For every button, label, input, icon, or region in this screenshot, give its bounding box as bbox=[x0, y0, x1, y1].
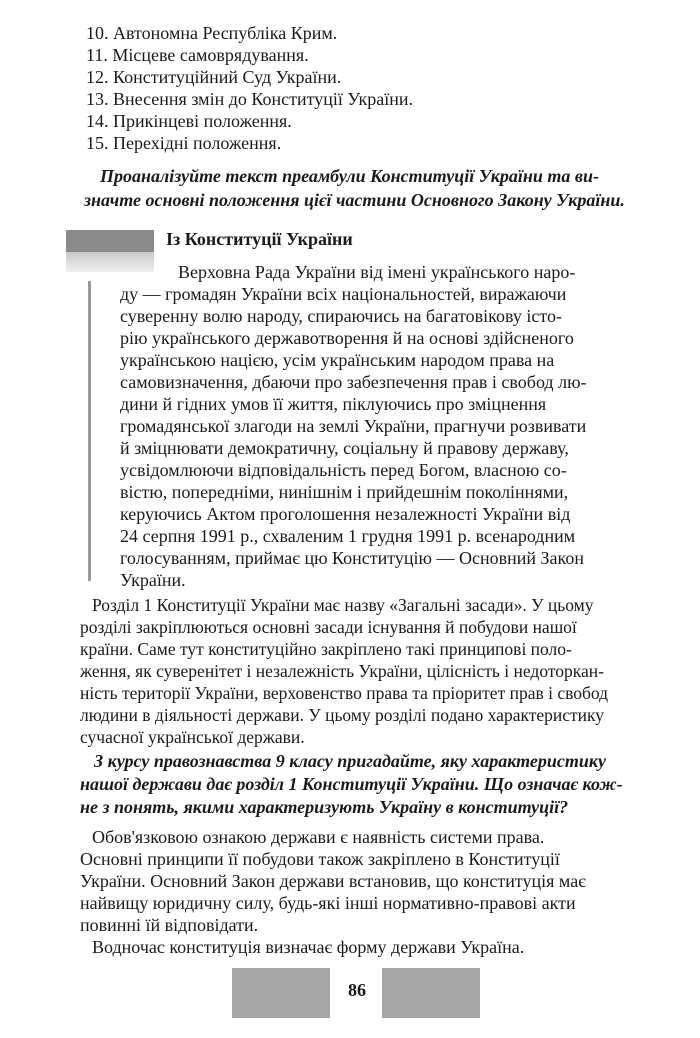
folio-bar-right bbox=[382, 968, 480, 1018]
list-item: 13. Внесення змін до Конституції України. bbox=[86, 89, 414, 109]
paragraph-line: Водночас конституція визначає форму держави Україна. bbox=[92, 937, 525, 957]
task-line: Проаналізуйте текст преамбули Конституції України та ви- bbox=[100, 166, 599, 186]
paragraph-line: ження, як суверенітет і незалежність України, цілісність і недоторкан- bbox=[80, 661, 604, 681]
excerpt-line: керуючись Актом проголошення незалежності України від bbox=[120, 504, 571, 524]
paragraph-line: сучасної української держави. bbox=[80, 727, 305, 747]
task-preamble bbox=[84, 164, 625, 212]
paragraph-line: повинні їй відповідати. bbox=[80, 915, 259, 935]
paragraph-line: розділі закріплюються основні засади існування й побудови нашої bbox=[80, 617, 577, 637]
paragraph-legal-system bbox=[80, 826, 586, 958]
excerpt-title: Із Конституції України bbox=[166, 229, 353, 249]
excerpt-line: 24 серпня 1991 р., схваленим 1 грудня 1991 р. всенародним bbox=[120, 526, 576, 546]
excerpt-line: суверенну волю народу, спираючись на багатовікову істо- bbox=[120, 306, 562, 326]
paragraph-general-principles bbox=[80, 594, 608, 748]
excerpt-line: усвідомлюючи відповідальність перед Богом, власною со- bbox=[120, 460, 567, 480]
task-line: нашої держави дає розділ 1 Конституції України. Що означає кож- bbox=[80, 774, 623, 794]
excerpt-marker-dark bbox=[66, 230, 154, 252]
constitution-sections-list bbox=[86, 22, 413, 154]
paragraph-line: найвищу юридичну силу, будь-які інші нормативно-правові акти bbox=[80, 893, 576, 913]
excerpt-line: Верховна Рада України від імені українського наро- bbox=[178, 262, 576, 282]
excerpt-line: й зміцнювати демократичну, соціальну й правову державу, bbox=[120, 438, 569, 458]
task-line: не з понять, якими характеризують Україну в конституції? bbox=[80, 797, 569, 817]
excerpt-line: голосуванням, приймає цю Конституцію — Основний Закон bbox=[120, 548, 584, 568]
task-line: З курсу правознавства 9 класу пригадайте, яку характеристику bbox=[94, 751, 607, 771]
task-recall bbox=[80, 750, 623, 819]
paragraph-line: країни. Саме тут конституційно закріплено такі принципові поло- bbox=[80, 639, 572, 659]
excerpt-line: українською нацією, усім українським народом права на bbox=[120, 350, 555, 370]
list-item: 14. Прикінцеві положення. bbox=[86, 111, 292, 131]
list-item: 10. Автономна Республіка Крим. bbox=[86, 23, 338, 43]
task-line: значте основні положення цієї частини Основного Закону України. bbox=[84, 190, 625, 210]
paragraph-line: людини в діяльності держави. У цьому розділі подано характеристику bbox=[80, 705, 605, 725]
paragraph-line: України. Основний Закон держави встановив, що конституція має bbox=[80, 871, 586, 891]
page-number: 86 bbox=[348, 980, 366, 1000]
list-item: 12. Конституційний Суд України. bbox=[86, 67, 342, 87]
list-item: 15. Перехідні положення. bbox=[86, 133, 282, 153]
paragraph-line: Основні принципи її побудови також закріплено в Конституції bbox=[80, 849, 560, 869]
excerpt-line: рію українського державотворення й на основі здійсненого bbox=[120, 328, 574, 348]
list-item: 11. Місцеве самоврядування. bbox=[86, 45, 309, 65]
paragraph-line: ність території України, верховенство права та пріоритет прав і свобод bbox=[80, 683, 609, 703]
excerpt-line: ду — громадян України всіх національностей, виражаючи bbox=[120, 284, 567, 304]
folio-bar-left bbox=[232, 968, 330, 1018]
excerpt-line: України. bbox=[120, 570, 186, 590]
excerpt-line: вістю, попередніми, нинішнім і прийдешнім поколіннями, bbox=[120, 482, 569, 502]
excerpt-line: дини й гідних умов її життя, піклуючись про зміцнення bbox=[120, 394, 547, 414]
constitution-preamble-excerpt bbox=[120, 261, 587, 591]
excerpt-side-rule bbox=[88, 281, 91, 581]
paragraph-line: Розділ 1 Конституції України має назву «Загальні засади». У цьому bbox=[92, 595, 594, 615]
excerpt-line: самовизначення, дбаючи про забезпечення прав і свобод лю- bbox=[120, 372, 587, 392]
paragraph-line: Обов'язковою ознакою держави є наявність системи права. bbox=[92, 827, 545, 847]
excerpt-line: громадянської злагоди на землі України, прагнучи розвивати bbox=[120, 416, 587, 436]
